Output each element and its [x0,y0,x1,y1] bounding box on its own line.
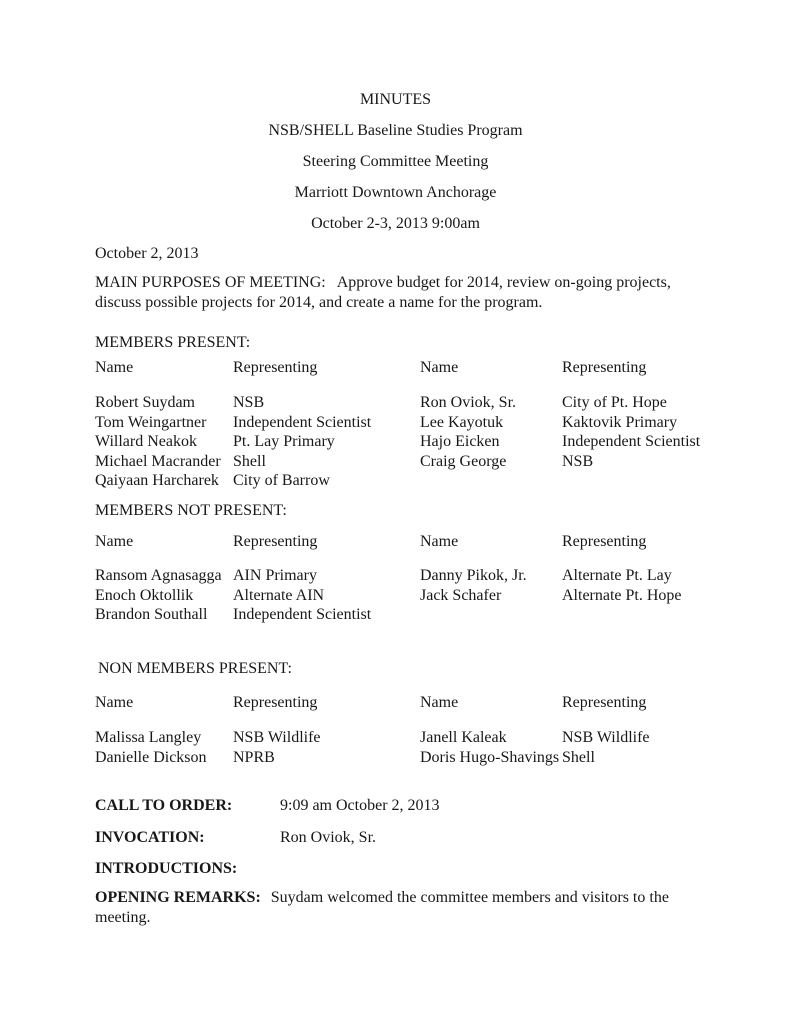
roster-rows [95,393,721,491]
member-name-cell: Michael Macrander [95,452,221,470]
representing-cell [562,605,721,625]
representing-cell: Alternate Pt. Lay [562,567,672,584]
call-to-order-item [95,796,440,816]
roster-column-headers [95,693,721,713]
member-name-cell: Brandon Southall [95,606,208,623]
date-time-line: October 2-3, 2013 9:00am [311,215,480,232]
member-name-cell: Enoch Oktollik [95,586,194,604]
column-header-representing: Representing [233,693,318,711]
column-header-name: Name [420,358,459,376]
representing-cell [562,471,721,491]
member-name-cell: Ron Oviok, Sr. [420,394,517,411]
introductions-item [95,859,280,879]
representing-cell: Kaktovik Primary [562,413,678,431]
column-header-representing: Representing [562,358,647,376]
column-header-name: Name [95,693,134,711]
member-name-cell: Tom Weingartner [95,413,207,431]
section-heading: NON MEMBERS PRESENT: [98,660,292,677]
column-header-representing: Representing [233,358,318,376]
purpose-label: MAIN PURPOSES OF MEETING: [95,274,326,291]
introductions-label: INTRODUCTIONS: [95,860,238,877]
purpose-paragraph [95,273,701,312]
member-name-cell: Hajo Eicken [420,433,500,450]
invocation-label: INVOCATION: [95,829,205,846]
roster-column-headers [95,358,721,378]
section-members-present [95,333,721,491]
venue-line: Marriott Downtown Anchorage [294,184,497,201]
representing-cell: Shell [562,748,595,766]
representing-cell: NSB Wildlife [233,729,321,746]
column-header-name: Name [95,532,134,550]
representing-cell: AIN Primary [233,567,317,584]
member-name-cell: Lee Kayotuk [420,413,504,431]
purpose-text: Approve budget for 2014, review on-going projects, discuss possible projects for 2014, and create a name for the program. [95,274,671,311]
column-header-representing: Representing [233,532,318,550]
opening-remarks-label: OPENING REMARKS: [95,889,261,906]
representing-cell: NSB Wildlife [562,729,650,746]
invocation-item [95,828,376,848]
representing-cell: Independent Scientist [562,433,701,450]
representing-cell: NSB [233,394,265,411]
document-header [0,90,791,245]
member-name-cell: Craig George [420,452,507,470]
section-non-members-present [95,659,721,767]
section-heading: MEMBERS NOT PRESENT: [95,502,287,519]
member-name-cell: Jack Schafer [420,586,502,604]
member-name-cell [420,471,562,491]
representing-cell: Independent Scientist [233,413,372,431]
column-header-name: Name [420,532,459,550]
invocation-value: Ron Oviok, Sr. [280,829,377,846]
call-to-order-label: CALL TO ORDER: [95,797,233,814]
member-name-cell: Willard Neakok [95,433,197,450]
member-name-cell: Robert Suydam [95,394,195,411]
program-name-line: NSB/SHELL Baseline Studies Program [268,122,523,139]
roster-rows [95,566,721,625]
column-header-name: Name [420,693,459,711]
representing-cell: Alternate AIN [233,586,325,604]
representing-cell: Pt. Lay Primary [233,433,335,450]
section-members-not-present [95,501,721,625]
representing-cell: Independent Scientist [233,606,372,623]
meeting-name-line: Steering Committee Meeting [302,153,489,170]
representing-cell: City of Barrow [233,472,330,489]
member-name-cell: Doris Hugo-Shavings [420,748,560,766]
representing-cell: Shell [233,452,266,470]
member-name-cell [420,605,562,625]
representing-cell: City of Pt. Hope [562,394,667,411]
opening-remarks-text: Suydam welcomed the committee members and visitors to the meeting. [95,889,669,926]
representing-cell: NSB [562,452,594,470]
representing-cell: NPRB [233,748,275,766]
roster-rows [95,728,721,767]
section-heading: MEMBERS PRESENT: [95,334,251,351]
member-name-cell: Danielle Dickson [95,748,207,766]
member-name-cell: Qaiyaan Harcharek [95,472,219,489]
member-name-cell: Ransom Agnasagga [95,567,222,584]
member-name-cell: Malissa Langley [95,729,202,746]
column-header-representing: Representing [562,532,647,550]
opening-remarks-paragraph [95,888,695,927]
column-header-name: Name [95,358,134,376]
date-line: October 2, 2013 [95,245,199,262]
roster-column-headers [95,532,721,552]
call-to-order-value: 9:09 am October 2, 2013 [280,797,440,814]
document-title: MINUTES [359,91,432,108]
member-name-cell: Janell Kaleak [420,729,507,746]
member-name-cell: Danny Pikok, Jr. [420,567,527,584]
representing-cell: Alternate Pt. Hope [562,586,682,604]
column-header-representing: Representing [562,693,647,711]
